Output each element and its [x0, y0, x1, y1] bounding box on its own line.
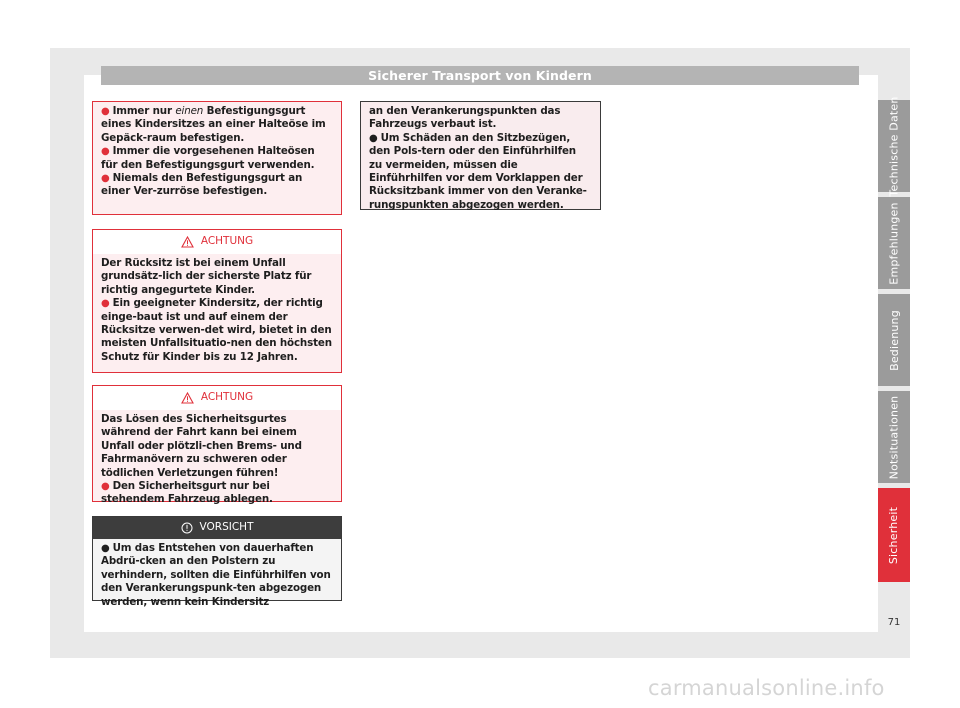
warning-box [92, 229, 342, 373]
list-item: ● Immer nur einen Befestigungsgurt eines Kindersitzes an einer Halteöse im Gepäck-raum befestigen. [101, 105, 326, 144]
tab-empfehlungen[interactable]: Empfehlungen [878, 197, 910, 289]
note-box [92, 101, 342, 215]
list-item: ● Ein geeigneter Kindersitz, der richtig einge-baut ist und auf einem der Rücksitze verwen-det wird, bietet in den meisten Unfallsituatio-nen den höchsten Schutz für Kinder bis zu 12 Jahren. [101, 297, 332, 363]
tab-sicherheit[interactable]: Sicherheit [878, 488, 910, 582]
tab-technische-daten[interactable]: Technische Daten [878, 100, 910, 192]
list-item: ● Den Sicherheitsgurt nur bei stehendem Fahrzeug ablegen. [101, 480, 273, 506]
list-item: ● Um Schäden an den Sitzbezügen, den Pols-tern oder den Einführhilfen zu vermeiden, müssen die Einführhilfen vor dem Vorklappen der Rücksitzbank immer von den Veranke-rungspunkten abgezogen werden. [369, 131, 587, 211]
tab-notsituationen[interactable]: Notsituationen [878, 391, 910, 483]
bullet-icon: ● [101, 106, 110, 117]
caution-header: VORSICHT [93, 517, 341, 539]
caution-text: an den Verankerungspunkten das Fahrzeugs verbaut ist. [369, 105, 561, 131]
warning-text: Das Lösen des Sicherheitsgurtes während der Fahrt kann bei einem Unfall oder plötzli-chen Brems- und Fahrmanövern zu schweren oder tödlichen Verletzungen führen! [101, 413, 302, 479]
caution-box [92, 516, 342, 608]
caution-continuation-box [360, 101, 601, 210]
list-item: ● Um das Entstehen von dauerhaften Abdrü-cken an den Polstern zu verhindern, sollten die Einführhilfen von den Verankerungspunk-ten abgezogen werden, wenn kein Kindersitz [101, 542, 331, 608]
warning-box [92, 385, 342, 506]
warning-text: Der Rücksitz ist bei einem Unfall grundsätz-lich der sicherste Platz für richtig angegurtete Kinder. [101, 257, 312, 296]
page-title: Sicherer Transport von Kindern [101, 66, 859, 85]
bullet-icon: ● [101, 146, 110, 158]
exclamation-circle-icon [181, 522, 193, 534]
warning-header: ACHTUNG [93, 386, 341, 410]
bullet-icon: ● [101, 543, 110, 554]
bullet-icon: ● [101, 298, 110, 310]
bullet-icon: ● [101, 173, 110, 185]
warning-triangle-icon [181, 236, 194, 248]
warning-triangle-icon [181, 392, 194, 404]
page-number: 71 [887, 617, 901, 628]
watermark: carmanualsonline.info [648, 676, 885, 700]
bullet-icon: ● [369, 132, 378, 144]
tab-bedienung[interactable]: Bedienung [878, 294, 910, 386]
bullet-icon: ● [101, 481, 110, 493]
warning-header: ACHTUNG [93, 230, 341, 254]
list-item: ● Immer die vorgesehenen Halteösen für den Befestigungsgurt verwenden. [101, 145, 315, 171]
list-item: ● Niemals den Befestigungsgurt an einer Ver-zurröse befestigen. [101, 172, 303, 198]
